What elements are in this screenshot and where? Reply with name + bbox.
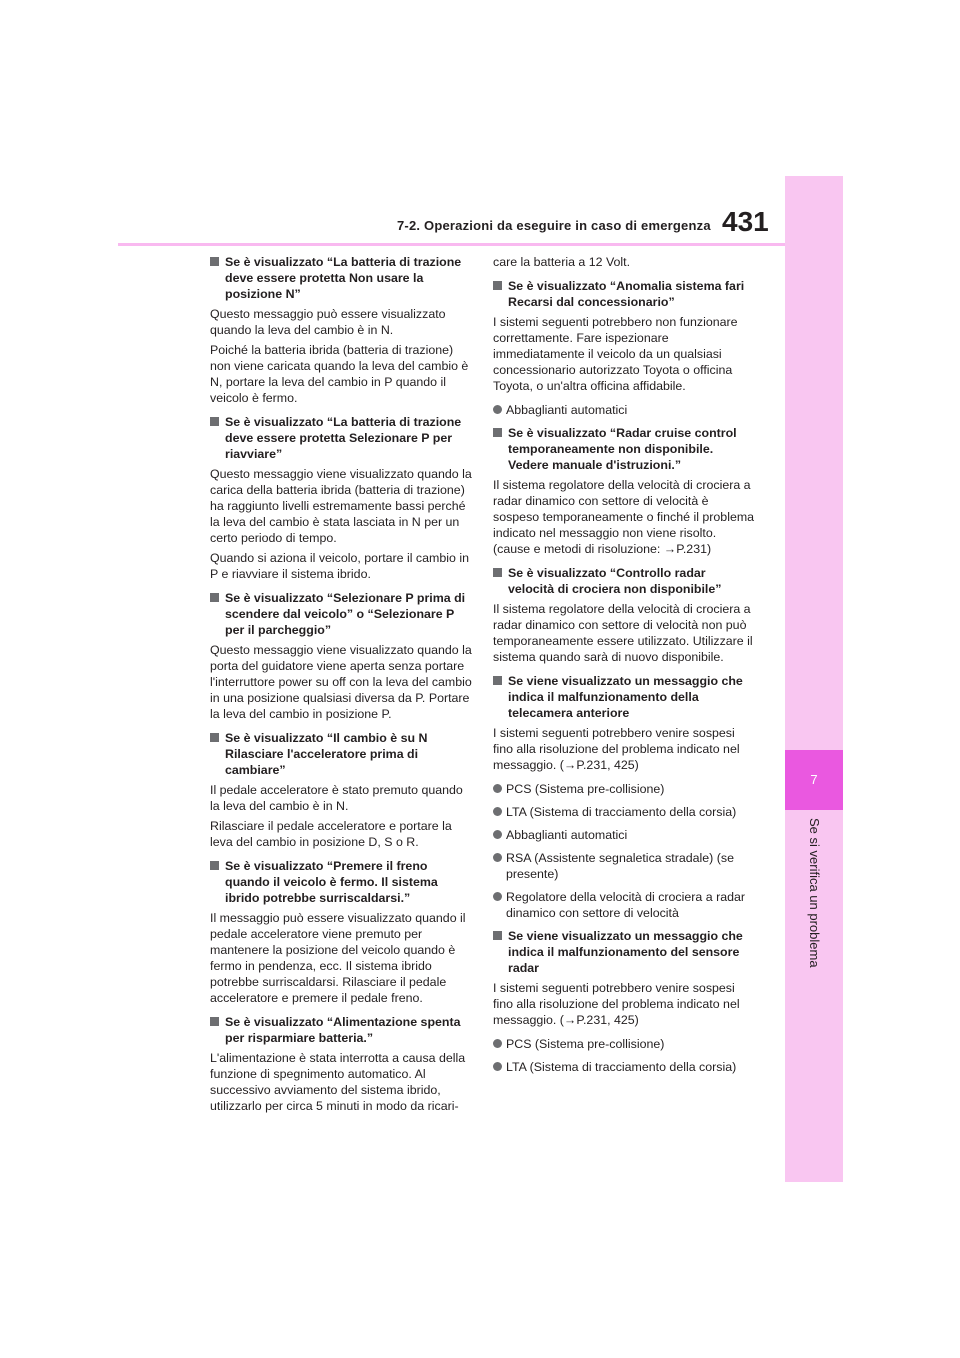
square-bullet-icon	[493, 568, 502, 577]
paragraph: Il sistema regolatore della velocità di crociera a radar dinamico con settore di velocità è sospeso temporaneamente o finché il problema indicato nel messaggio non viene risolto. (cause e metodi di risoluzione: →P.231)	[493, 478, 755, 556]
list-item: Abbaglianti automatici	[493, 827, 755, 843]
square-bullet-icon	[210, 861, 219, 870]
paragraph: I sistemi seguenti potrebbero venire sospesi fino alla risoluzione del problema indicato nel messaggio. (→P.231, 425)	[493, 981, 740, 1027]
circle-bullet-icon	[493, 1062, 502, 1071]
chapter-number: 7	[785, 750, 843, 810]
circle-bullet-icon	[493, 892, 502, 901]
square-bullet-icon	[210, 593, 219, 602]
paragraph: Il sistema regolatore della velocità di crociera a radar dinamico con settore di velocità non può temporaneamente essere utilizzato. Utilizzare il sistema quando sarà di nuovo disponibile.	[493, 602, 753, 664]
square-bullet-icon	[210, 257, 219, 266]
circle-bullet-icon	[493, 784, 502, 793]
header-divider	[118, 243, 842, 246]
page-number: 431	[722, 206, 769, 237]
circle-bullet-icon	[493, 853, 502, 862]
section-heading: Se è visualizzato “Radar cruise control temporaneamente non disponibile. Vedere manuale d'istruzioni.”	[493, 425, 755, 473]
right-column	[493, 254, 755, 1082]
section-heading: Se viene visualizzato un messaggio che indica il malfunzionamento della telecamera anteriore	[493, 673, 755, 721]
list-item: RSA (Assistente segnaletica stradale) (se presente)	[493, 850, 755, 882]
square-bullet-icon	[210, 417, 219, 426]
square-bullet-icon	[493, 676, 502, 685]
section-heading: Se è visualizzato “Alimentazione spenta per risparmiare batteria.”	[210, 1014, 472, 1046]
list-item: Regolatore della velocità di crociera a radar dinamico con settore di velocità	[493, 889, 755, 921]
list-item: LTA (Sistema di tracciamento della corsia)	[493, 804, 755, 820]
circle-bullet-icon	[493, 807, 502, 816]
section-heading: Se è visualizzato “Il cambio è su N Rilasciare l'acceleratore prima di cambiare”	[210, 730, 472, 778]
left-column	[210, 254, 472, 1118]
section-heading: Se è visualizzato “Controllo radar velocità di crociera non disponibile”	[493, 565, 755, 597]
paragraph: Questo messaggio viene visualizzato quando la carica della batteria ibrida (batteria di trazione) ha raggiunto livelli estremamente bassi perché la leva del cambio è stata lasciata in N per un certo periodo di tempo.	[210, 467, 472, 545]
list-item: LTA (Sistema di tracciamento della corsia)	[493, 1059, 755, 1075]
section-heading: Se è visualizzato “Anomalia sistema fari Recarsi dal concessionario”	[493, 278, 755, 310]
paragraph: care la batteria a 12 Volt.	[493, 255, 631, 269]
paragraph: Il messaggio può essere visualizzato quando il pedale acceleratore viene premuto per mantenere la posizione del veicolo quando è fermo in pendenza, ecc. Il sistema ibrido potrebbe surriscaldarsi. Rilasciare il pedale acceleratore e premere il pedale freno.	[210, 911, 466, 1005]
paragraph: Il pedale acceleratore è stato premuto quando la leva del cambio è in N.	[210, 783, 463, 813]
list-item: PCS (Sistema pre-collisione)	[493, 1036, 755, 1052]
square-bullet-icon	[210, 733, 219, 742]
section-heading: Se viene visualizzato un messaggio che indica il malfunzionamento del sensore radar	[493, 928, 755, 976]
chapter-label: Se si verifica un problema	[807, 818, 822, 968]
paragraph: Quando si aziona il veicolo, portare il cambio in P e riavviare il sistema ibrido.	[210, 551, 469, 581]
section-heading: Se è visualizzato “La batteria di trazione deve essere protetta Non usare la posizione N”	[210, 254, 472, 302]
section-heading: Se è visualizzato “Selezionare P prima di scendere dal veicolo” o “Selezionare P per il parcheggio”	[210, 590, 472, 638]
paragraph: Questo messaggio viene visualizzato quando la porta del guidatore viene aperta senza portare l'interruttore power su off con la leva del cambio in una posizione qualsiasi diversa da P. Portare la leva del cambio in posizione P.	[210, 643, 472, 721]
list-item: Abbaglianti automatici	[493, 402, 755, 418]
circle-bullet-icon	[493, 1039, 502, 1048]
section-heading: Se è visualizzato “Premere il freno quando il veicolo è fermo. Il sistema ibrido potrebbe surriscaldarsi.”	[210, 858, 472, 906]
paragraph: Rilasciare il pedale acceleratore e portare la leva del cambio in posizione D, S o R.	[210, 819, 452, 849]
paragraph: I sistemi seguenti potrebbero non funzionare correttamente. Fare ispezionare immediatamente il veicolo da un qualsiasi concessionario autorizzato Toyota o officina Toyota, o un'altra officina affidabile.	[493, 315, 738, 393]
square-bullet-icon	[493, 281, 502, 290]
circle-bullet-icon	[493, 830, 502, 839]
section-title: 7-2. Operazioni da eseguire in caso di emergenza	[397, 218, 711, 233]
paragraph: I sistemi seguenti potrebbero venire sospesi fino alla risoluzione del problema indicato nel messaggio. (→P.231, 425)	[493, 726, 740, 772]
square-bullet-icon	[493, 428, 502, 437]
paragraph: Poiché la batteria ibrida (batteria di trazione) non viene caricata quando la leva del cambio è N, portare la leva del cambio in P quando il veicolo è fermo.	[210, 343, 469, 405]
list-item: PCS (Sistema pre-collisione)	[493, 781, 755, 797]
square-bullet-icon	[210, 1017, 219, 1026]
section-heading: Se è visualizzato “La batteria di trazione deve essere protetta Selezionare P per riavviare”	[210, 414, 472, 462]
circle-bullet-icon	[493, 405, 502, 414]
paragraph: Questo messaggio può essere visualizzato quando la leva del cambio è in N.	[210, 307, 446, 337]
chapter-side-tab	[785, 176, 843, 1182]
square-bullet-icon	[493, 931, 502, 940]
paragraph: L'alimentazione è stata interrotta a causa della funzione di spegnimento automatico. Al successivo avviamento del sistema ibrido, utilizzarlo per circa 5 minuti in modo da ricari-	[210, 1051, 466, 1113]
